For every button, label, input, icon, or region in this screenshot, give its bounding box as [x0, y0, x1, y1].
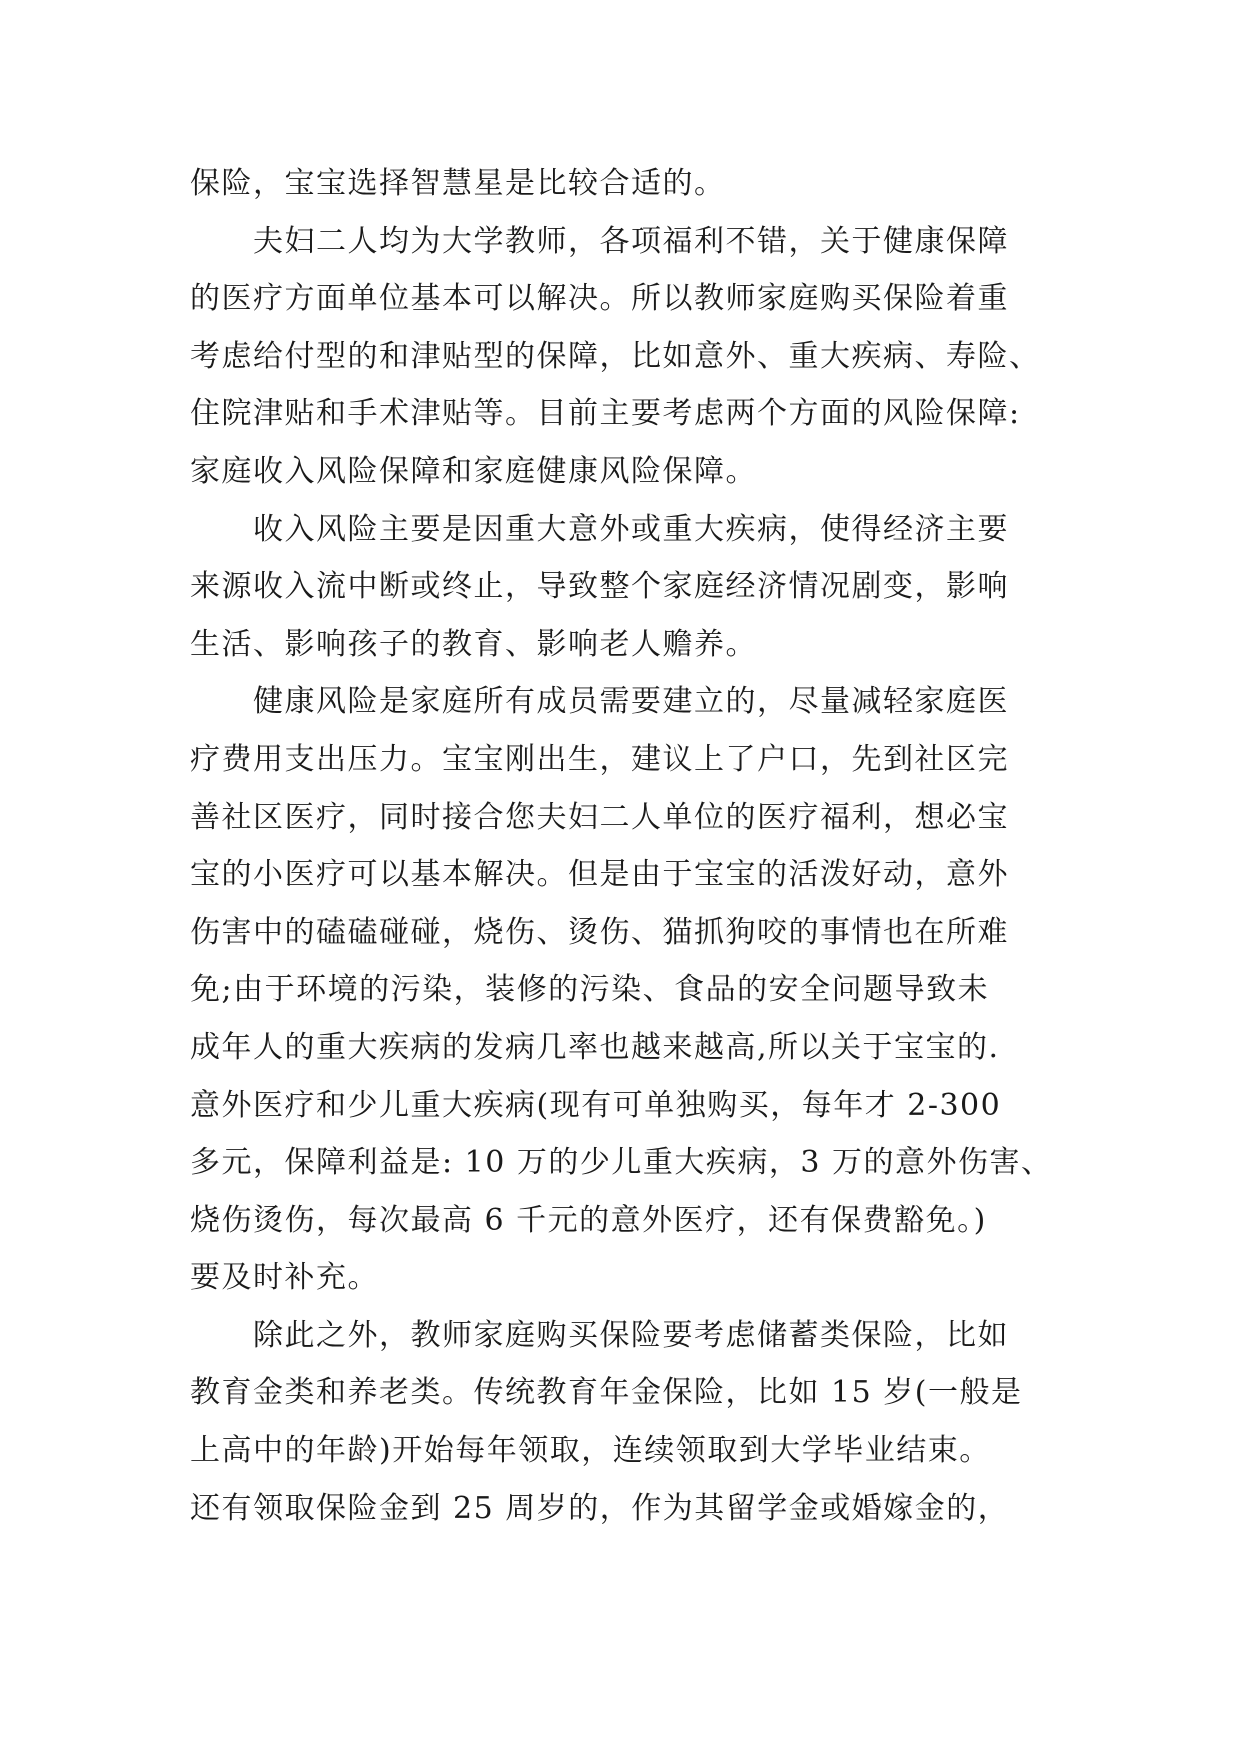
- text-line: 住院津贴和手术津贴等。目前主要考虑两个方面的风险保障:: [190, 396, 1021, 432]
- text-line: 健康风险是家庭所有成员需要建立的，尽量减轻家庭医: [190, 684, 1009, 720]
- text-line: 保险，宝宝选择智慧星是比较合适的。: [190, 166, 726, 201]
- text-line: 免;由于环境的污染，装修的污染、食品的安全问题导致未: [190, 972, 990, 1008]
- text-line: 收入风险主要是因重大意外或重大疾病，使得经济主要: [190, 511, 1009, 547]
- paragraph: [190, 213, 1065, 501]
- text-line: 多元，保障利益是: 10 万的少儿重大疾病，3 万的意外伤害、: [190, 1145, 1053, 1181]
- text-line: 除此之外，教师家庭购买保险要考虑储蓄类保险，比如: [190, 1317, 1009, 1353]
- text-line: 上高中的年龄)开始每年领取，连续领取到大学毕业结束。: [190, 1433, 991, 1469]
- text-line: 烧伤烫伤，每次最高 6 千元的意外医疗，还有保费豁免。): [190, 1202, 987, 1238]
- text-line: 家庭收入风险保障和家庭健康风险保障。: [190, 453, 757, 489]
- paragraph: [190, 155, 1065, 213]
- text-line: 善社区医疗，同时接合您夫妇二人单位的医疗福利，想必宝: [190, 799, 1009, 835]
- text-line: 来源收入流中断或终止，导致整个家庭经济情况剧变，影响: [190, 569, 1009, 605]
- text-line: 还有领取保险金到 25 周岁的，作为其留学金或婚嫁金的，: [190, 1490, 1010, 1526]
- text-line: 疗费用支出压力。宝宝刚出生，建议上了户口，先到社区完: [190, 741, 1009, 777]
- text-line: 要及时补充。: [190, 1260, 379, 1296]
- text-line: 伤害中的磕磕碰碰，烧伤、烫伤、猫抓狗咬的事情也在所难: [190, 914, 1009, 950]
- text-line: 意外医疗和少儿重大疾病(现有可单独购买，每年才 2-300: [190, 1087, 1002, 1123]
- paragraph: [190, 501, 1065, 674]
- document-body: [190, 155, 1065, 1537]
- text-line: 的医疗方面单位基本可以解决。所以教师家庭购买保险着重: [190, 281, 1009, 317]
- paragraph: [190, 1307, 1065, 1537]
- text-line: 考虑给付型的和津贴型的保障，比如意外、重大疾病、寿险、: [190, 338, 1041, 374]
- text-line: 生活、影响孩子的教育、影响老人赡养。: [190, 626, 757, 662]
- text-line: 宝的小医疗可以基本解决。但是由于宝宝的活泼好动，意外: [190, 857, 1009, 893]
- paragraph: [190, 673, 1065, 1307]
- text-line: 夫妇二人均为大学教师，各项福利不错，关于健康保障: [190, 223, 1009, 259]
- text-line: 教育金类和养老类。传统教育年金保险，比如 15 岁(一般是: [190, 1375, 1023, 1411]
- text-line: 成年人的重大疾病的发病几率也越来越高,所以关于宝宝的.: [190, 1029, 1000, 1065]
